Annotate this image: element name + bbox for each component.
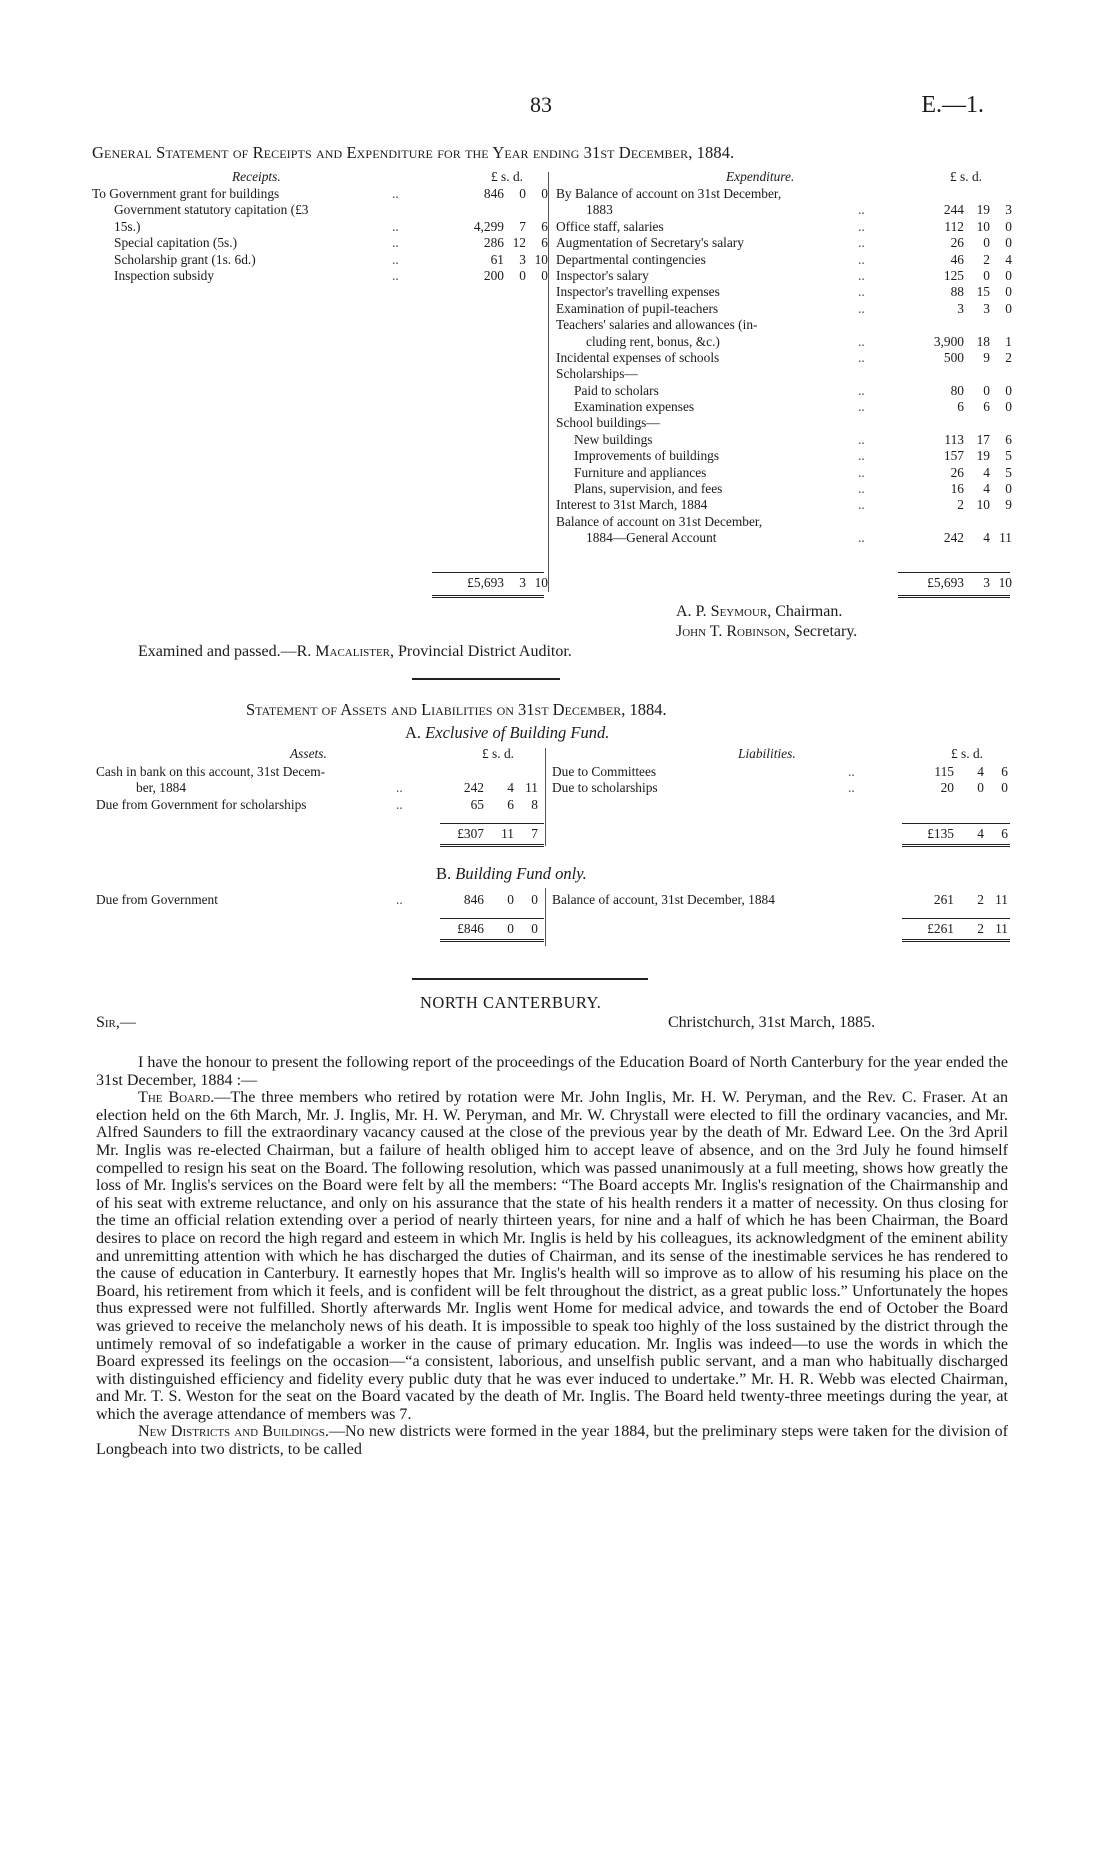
amount-shillings: 2 [977,892,984,907]
amount-shillings: 3 [983,300,990,316]
amount-pounds: 65 [470,796,484,812]
amount-pounds: 244 [943,202,964,218]
amount-shillings: 4 [977,764,984,779]
ledger-row-label: Due to scholarships [552,780,658,796]
expenditure-list [556,186,1016,547]
amount-pounds: 113 [944,431,964,447]
building-assets-total-double-rule [440,939,544,942]
ledger-row [92,202,552,218]
ledger-row [96,780,536,796]
assets-currency-heading: £ s. d. [482,746,514,761]
leader-dots: .. [848,764,855,779]
leader-dots: .. [858,300,865,316]
amount-shillings: 7 [519,218,526,234]
amount-shillings: 0 [519,186,526,201]
expenditure-total-row [556,575,1016,591]
leader-dots: .. [858,349,865,365]
expenditure-total-pounds: £5,693 [927,575,964,590]
amount-pounds: 26 [950,464,964,480]
amount-pence: 1 [1005,333,1012,349]
amount-shillings: 4 [983,464,990,480]
leader-dots: .. [392,218,399,234]
ledger-row-label: By Balance of account on 31st December, [556,186,782,201]
amount-pence: 10 [534,251,548,267]
amount-pence: 0 [1005,300,1012,316]
amount-shillings: 0 [983,267,990,283]
assets-heading-row [96,746,536,762]
ledger-row [556,383,1016,399]
amount-pence: 6 [541,218,548,234]
leader-dots: .. [848,780,855,796]
liabilities-total-pence: 6 [1001,826,1008,841]
letter-heading: NORTH CANTERBURY. [420,993,602,1012]
ledger-row [92,252,552,268]
amount-shillings: 0 [519,267,526,283]
ledger-row [96,764,536,780]
amount-pence: 8 [531,796,538,812]
ledger-row [556,334,1016,350]
amount-pence: 6 [541,235,548,251]
ledger-row [556,252,1016,268]
ledger-row-label: Examination of pupil-teachers [556,300,719,316]
ledger-row [556,235,1016,251]
building-assets-total-rule [440,918,544,919]
amount-pence: 0 [531,892,538,907]
assets-list [96,764,536,813]
amount-pence: 0 [541,267,548,283]
amount-pence: 5 [1005,448,1012,464]
ledger-row-label: Augmentation of Secretary's salary [556,235,744,251]
leader-dots: .. [392,267,399,283]
column-divider [548,172,549,592]
amount-shillings: 0 [983,382,990,398]
building-assets-total-row [96,921,536,937]
leader-dots: .. [858,481,865,497]
ledger-row-label: 1884—General Account [586,530,717,546]
ledger-row [92,235,552,251]
amount-pounds: 4,299 [473,218,504,234]
ledger-row-label: New buildings [574,431,653,447]
amount-shillings: 0 [507,892,514,907]
amount-pence: 4 [1005,251,1012,267]
amount-pence: 5 [1005,464,1012,480]
part-a-heading: A. Exclusive of Building Fund. [405,723,610,742]
assets-total-pence: 7 [531,826,538,841]
statement1-title: General Statement of Receipts and Expenditure for the Year ending 31st December, 1884. [92,143,735,162]
ledger-row-label: Inspector's travelling expenses [556,284,720,300]
liabilities-list [552,764,1012,797]
ledger-row-label: Inspector's salary [556,267,649,283]
building-assets-total-pounds: £846 [457,921,484,936]
amount-pounds: 242 [463,780,484,796]
leader-dots: .. [396,796,403,812]
assets-total-pounds: £307 [457,826,484,841]
leader-dots: .. [858,267,865,283]
receipts-heading-row [92,169,552,185]
amount-pence: 0 [1005,267,1012,283]
ledger-row [556,399,1016,415]
amount-shillings: 18 [976,333,990,349]
page-number: 83 [530,92,552,117]
ledger-row-label: Inspection subsidy [114,267,215,283]
ledger-row-label: Cash in bank on this account, 31st Decem- [96,764,326,779]
series-reference: E.—1. [921,92,984,118]
building-liabilities-total-pence: 11 [995,921,1008,936]
leader-dots: .. [858,333,865,349]
amount-shillings: 2 [983,251,990,267]
amount-pence: 0 [1005,218,1012,234]
ledger-row-label: Due from Government [96,892,218,907]
ledger-row [556,497,1016,513]
amount-shillings: 0 [977,780,984,796]
amount-shillings: 4 [983,481,990,497]
expenditure-total-rule [898,572,1010,573]
ledger-row [556,514,1016,530]
building-assets-total-shillings: 0 [507,921,514,936]
assets-total-rule [440,823,544,824]
ledger-row-label: Scholarships— [556,366,638,382]
leader-dots: .. [392,235,399,251]
assets-total-double-rule [440,844,544,847]
districts-section-heading: New Districts and Buildings. [138,1423,329,1441]
ledger-row [556,448,1016,464]
ledger-row-label: Office staff, salaries [556,218,664,234]
ledger-row-label: Due to Committees [552,764,657,779]
ledger-row [556,415,1016,431]
part-b-heading: B. Building Fund only. [436,864,587,883]
receipts-total-double-rule [432,595,544,598]
auditor-line: Examined and passed.—R. Macalister, Provincial District Auditor. [138,643,572,660]
letter-body [96,1054,1008,1459]
ledger-row [556,350,1016,366]
amount-pounds: 16 [950,481,964,497]
receipts-list [92,186,552,284]
amount-pence: 6 [1005,431,1012,447]
assets-total-shillings: 11 [501,826,514,841]
ledger-row-label: 15s.) [114,218,141,234]
amount-pounds: 88 [950,284,964,300]
amount-pounds: 3,900 [933,333,964,349]
liabilities-total-rule [902,823,1010,824]
amount-pounds: 20 [940,780,954,796]
leader-dots: .. [858,382,865,398]
ledger-row-label: cluding rent, bonus, &c.) [586,333,720,349]
leader-dots: .. [858,497,865,513]
building-liabilities-total-pounds: £261 [927,921,954,936]
letter-intro: I have the honour to present the following report of the proceedings of the Education Board of North Canterbury for the year ended the 31st December, 1884 :— [96,1054,1008,1089]
amount-pounds: 112 [944,218,964,234]
letter-place-date: Christchurch, 31st March, 1885. [668,1014,876,1031]
liabilities-total-row [552,826,1012,842]
amount-shillings: 19 [976,448,990,464]
leader-dots: .. [858,464,865,480]
receipts-total-pence: 10 [534,575,548,590]
ledger-row [96,892,536,908]
amount-pounds: 80 [950,382,964,398]
ledger-row [556,317,1016,333]
ledger-row-label: Balance of account, 31st December, 1884 [552,892,775,907]
ledger-row [556,366,1016,382]
receipts-heading: Receipts. [232,169,281,184]
amount-pence: 11 [525,780,538,796]
statement2-title: Statement of Assets and Liabilities on 31st December, 1884. [246,700,667,719]
building-liabilities-total-double-rule [902,939,1010,942]
amount-pounds: 261 [933,892,954,907]
section-separator [412,678,560,680]
amount-shillings: 10 [976,218,990,234]
amount-pence: 3 [1005,202,1012,218]
letter-salutation: Sir,— [96,1014,136,1031]
amount-shillings: 10 [976,497,990,513]
building-liabilities-total-shillings: 2 [977,921,984,936]
amount-pounds: 115 [934,764,954,779]
receipts-total-shillings: 3 [519,575,526,590]
ledger-row-label: Paid to scholars [574,382,659,398]
amount-pence: 0 [1005,399,1012,415]
ledger-row [92,186,552,202]
ledger-row [556,432,1016,448]
amount-pence: 0 [1001,780,1008,796]
signature-secretary: John T. Robinson, Secretary. [676,623,858,640]
amount-pounds: 200 [483,267,504,283]
expenditure-heading-row [556,169,1016,185]
leader-dots: .. [392,251,399,267]
ledger-row-label: Furniture and appliances [574,464,707,480]
liabilities-heading: Liabilities. [738,746,796,761]
amount-pounds: 125 [943,267,964,283]
amount-pounds: 846 [483,186,504,201]
ledger-row [92,219,552,235]
letter-districts-paragraph [96,1423,1008,1458]
expenditure-total-double-rule [898,595,1010,598]
ledger-row-label: Examination expenses [574,399,695,415]
ledger-row-label: Incidental expenses of schools [556,349,720,365]
receipts-total-row [92,575,552,591]
amount-pence: 11 [995,892,1008,907]
amount-shillings: 17 [976,431,990,447]
amount-pounds: 26 [950,235,964,251]
receipts-total-pounds: £5,693 [467,575,504,590]
ledger-row [552,764,1012,780]
leader-dots: .. [858,530,865,546]
ledger-row [552,892,1012,908]
receipts-currency-heading: £ s. d. [491,169,523,184]
amount-pounds: 242 [943,530,964,546]
ledger-row-label: Improvements of buildings [574,448,720,464]
amount-pounds: 61 [490,251,504,267]
board-section-heading: The Board. [138,1089,215,1107]
amount-shillings: 3 [519,251,526,267]
liabilities-total-double-rule [902,844,1010,847]
amount-shillings: 19 [976,202,990,218]
ledger-row [556,219,1016,235]
ledger-row-label: Scholarship grant (1s. 6d.) [114,251,256,267]
amount-pence: 0 [1005,481,1012,497]
amount-pence: 0 [1005,284,1012,300]
ledger-row [556,481,1016,497]
amount-shillings: 4 [983,530,990,546]
section-separator-2 [412,978,648,980]
ledger-row [556,465,1016,481]
amount-shillings: 15 [976,284,990,300]
assets-divider [545,748,546,846]
ledger-row [556,530,1016,546]
ledger-row-label: Balance of account on 31st December, [556,513,763,529]
amount-pounds: 157 [943,448,964,464]
building-liabilities-list [552,892,1012,908]
expenditure-heading: Expenditure. [726,169,795,184]
building-liabilities-total-rule [902,918,1010,919]
assets-total-row [96,826,536,842]
building-assets-total-pence: 0 [531,921,538,936]
amount-pounds: 3 [957,300,964,316]
districts-section-text: —No new districts were formed in the year 1884, but the preliminary steps were taken for the division of Longbeach into two districts, to be called [96,1423,1009,1459]
leader-dots: .. [858,218,865,234]
page-header [0,92,1114,122]
leader-dots: .. [858,251,865,267]
building-assets-list [96,892,536,908]
ledger-row-label: Government statutory capitation (£3 [114,202,309,218]
amount-pounds: 500 [943,349,964,365]
ledger-row-label: Departmental contingencies [556,251,706,267]
leader-dots: .. [858,284,865,300]
expenditure-total-pence: 10 [998,575,1012,590]
ledger-row [92,268,552,284]
ledger-row [556,301,1016,317]
amount-pounds: 2 [957,497,964,513]
amount-shillings: 6 [507,796,514,812]
ledger-row [556,202,1016,218]
leader-dots: .. [858,202,865,218]
leader-dots: .. [858,399,865,415]
board-section-text: —The three members who retired by rotation were Mr. John Inglis, Mr. H. W. Peryman, and the Rev. C. Fraser. At an election held on the 6th March, Mr. J. Inglis, Mr. H. W. Peryman, and Mr. W. Chrystall were elected to fill the ordinary vacancies, and Mr. Alfred Saunders to fill the extraordinary vacancy caused at the close of the previous year by the death of Mr. Edward Lee. On the 3rd April Mr. Inglis was re-elected Chairman, but a failure of health obliged him to accept leave of absence, and on the 3rd July he found himself compelled to resign his seat on the Board. The following resolution, which was passed unanimously at a full meeting, shows how greatly the loss of Mr. Inglis's services on the Board were felt by all the members: “The Board accepts Mr. Inglis's resignation of the Chairmanship and of his seat with extreme reluctance, and only on his assurance that the state of his health renders it a matter of necessity. On thus closing for the time an official relation extending over a period of nearly thirteen years, for nine and a half of which he has been Chairman, the Board desires to place on record the high regard and esteem in which Mr. Inglis is held by his colleagues, its acknowledgment of the eminent ability and unremitting attention with which he has discharged the duties of Chairman, and its sense of the inestimable services he has rendered to the cause of education in Canterbury. It earnestly hopes that Mr. Inglis's health will so improve as to allow of his resuming his place on the Board, his retirement from which it feels, and is confident will be felt throughout the district, as a great public loss.” Unfortunately the hopes thus expressed were not fulfilled. Shortly afterwards Mr. Inglis went Home for medical advice, and towards the end of October the Board was grieved to receive the melancholy news of his death. It is impossible to speak too highly of the loss sustained by the district through the untimely removal of so indefatigable a worker in the cause of primary education. Mr. Inglis was indeed—to use the words in which the Board expressed its feelings on the occasion—“a consistent, laborious, and unselfish public servant, and a man who habitually discharged with distinguished efficiency and fidelity every public duty that he was ever induced to undertake.” Mr. H. R. Webb was elected Chairman, and Mr. T. S. Weston for the seat on the Board vacated by the death of Mr. Inglis. The Board held twenty-three meetings during the year, at which the average attendance of members was 7. [96,1089,1008,1423]
leader-dots: .. [858,431,865,447]
liabilities-total-shillings: 4 [977,826,984,841]
ledger-row [556,268,1016,284]
building-divider [545,888,546,946]
liabilities-heading-row [552,746,1012,762]
amount-pounds: 46 [950,251,964,267]
ledger-row-label: Teachers' salaries and allowances (in- [556,317,758,333]
ledger-row-label: Plans, supervision, and fees [574,481,723,497]
leader-dots: .. [396,892,403,907]
amount-pounds: 6 [957,399,964,415]
amount-shillings: 4 [507,780,514,796]
ledger-row [556,284,1016,300]
leader-dots: .. [392,186,399,201]
ledger-row [552,780,1012,796]
leader-dots: .. [858,235,865,251]
amount-shillings: 12 [512,235,526,251]
ledger-row-label: Interest to 31st March, 1884 [556,497,708,513]
ledger-row [556,186,1016,202]
signature-chairman: A. P. Seymour, Chairman. [676,603,843,620]
building-liabilities-total-row [552,921,1012,937]
ledger-row-label: 1883 [586,202,613,218]
ledger-row [96,797,536,813]
amount-pence: 2 [1005,349,1012,365]
amount-pence: 11 [999,530,1012,546]
amount-pence: 9 [1005,497,1012,513]
amount-shillings: 6 [983,399,990,415]
assets-heading: Assets. [290,746,327,761]
leader-dots: .. [396,780,403,796]
amount-shillings: 0 [983,235,990,251]
ledger-row-label: ber, 1884 [136,780,187,796]
expenditure-total-shillings: 3 [983,575,990,590]
ledger-row-label: School buildings— [556,415,660,431]
leader-dots: .. [858,448,865,464]
liabilities-currency-heading: £ s. d. [951,746,983,761]
ledger-row-label: Due from Government for scholarships [96,796,307,812]
ledger-row-label: To Government grant for buildings [92,186,280,201]
amount-shillings: 9 [983,349,990,365]
receipts-total-rule [432,572,544,573]
amount-pence: 0 [1005,382,1012,398]
amount-pence: 6 [1001,764,1008,779]
amount-pounds: 846 [463,892,484,907]
ledger-row-label: Special capitation (5s.) [114,235,238,251]
liabilities-total-pounds: £135 [927,826,954,841]
amount-pence: 0 [541,186,548,201]
amount-pounds: 286 [483,235,504,251]
expenditure-currency-heading: £ s. d. [950,169,982,184]
amount-pence: 0 [1005,235,1012,251]
letter-board-paragraph [96,1089,1008,1423]
